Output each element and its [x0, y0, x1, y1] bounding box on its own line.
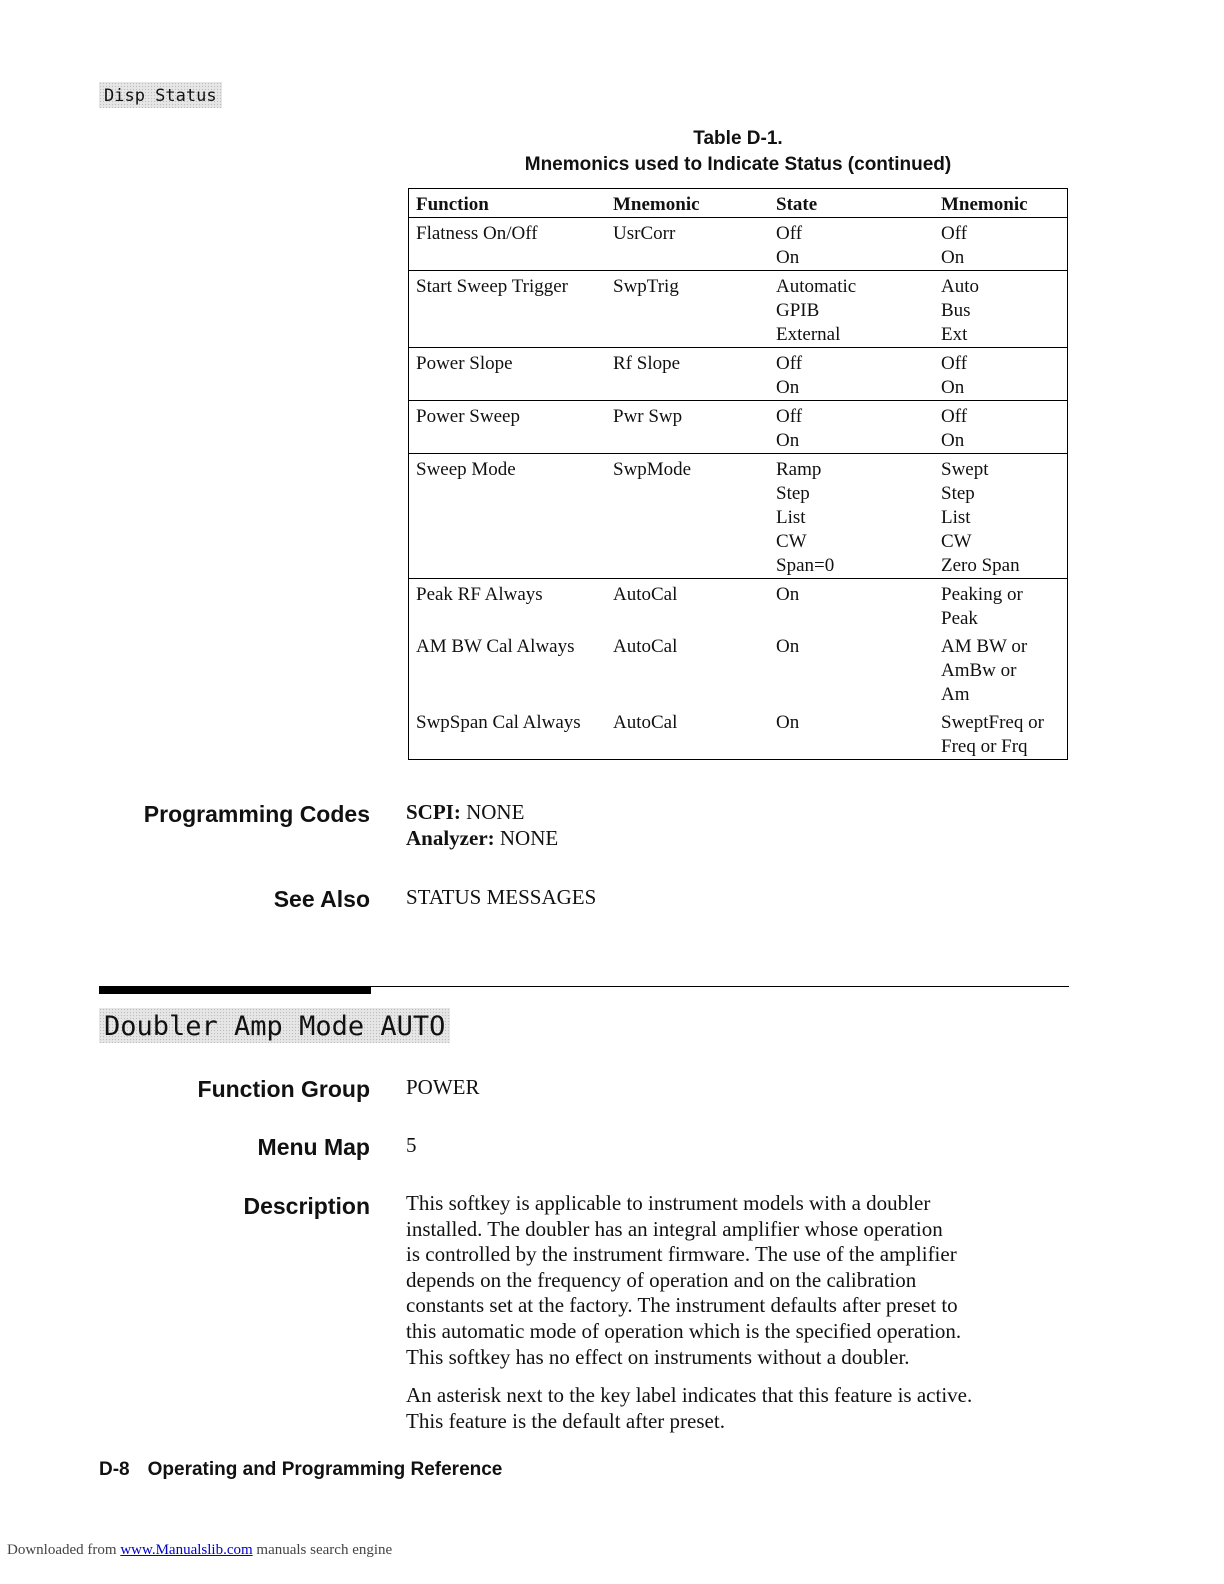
cell-line: Ramp: [776, 459, 822, 480]
description-line: this automatic mode of operation which is the specified operation.: [406, 1318, 962, 1343]
cell-line: External: [776, 324, 841, 345]
cell-mnemonic: [606, 707, 769, 760]
cell-function: [409, 271, 607, 348]
cell-line: Off: [776, 353, 803, 374]
description-paragraph-1: [406, 1191, 1066, 1370]
cell-state: [769, 631, 934, 707]
page-number: D-8: [99, 1459, 130, 1480]
mnemonics-table: [408, 188, 1068, 760]
table-row: [409, 348, 1068, 401]
description-line: This feature is the default after preset.: [406, 1408, 725, 1433]
cell-line: Off: [776, 223, 803, 244]
cell-line: On: [776, 247, 800, 268]
cell-state: [769, 401, 934, 454]
description-line: This softkey is applicable to instrument models with a doubler: [406, 1191, 931, 1215]
cell-line: Bus: [941, 300, 971, 321]
description-line: depends on the frequency of operation and on the calibration: [406, 1267, 917, 1292]
download-note: [7, 1542, 392, 1559]
table-row: [409, 271, 1068, 348]
cell-line: Peaking or: [941, 584, 1023, 605]
cell-function: [409, 631, 607, 707]
cell-line: AM BW Cal Always: [416, 636, 575, 657]
cell-state: [769, 454, 934, 579]
footer-title: Operating and Programming Reference: [147, 1459, 503, 1480]
page-footer: [99, 1459, 502, 1481]
cell-line: On: [776, 430, 800, 451]
cell-line: On: [776, 712, 800, 733]
see-also-heading: See Also: [273, 886, 370, 912]
cell-line: UsrCorr: [613, 223, 676, 244]
description-line: An asterisk next to the key label indicates that this feature is active.: [406, 1383, 973, 1407]
cell-state-mnemonic: [934, 707, 1068, 760]
table-row: [409, 218, 1068, 271]
cell-line: Peak: [941, 608, 978, 629]
cell-line: SwpSpan Cal Always: [416, 712, 581, 733]
cell-line: AutoCal: [613, 712, 678, 733]
cell-mnemonic: [606, 454, 769, 579]
cell-line: Zero Span: [941, 555, 1020, 576]
function-group-heading: Function Group: [197, 1076, 370, 1102]
cell-mnemonic: [606, 218, 769, 271]
cell-mnemonic: [606, 401, 769, 454]
cell-line: List: [776, 507, 806, 528]
cell-state: [769, 218, 934, 271]
cell-state: [769, 348, 934, 401]
cell-state: [769, 579, 934, 632]
cell-line: Freq or Frq: [941, 736, 1028, 757]
table-row: [409, 579, 1068, 632]
cell-line: Sweep Mode: [416, 459, 516, 480]
manualslib-link[interactable]: www.Manualslib.com: [120, 1542, 253, 1558]
cell-line: Ext: [941, 324, 968, 345]
description-paragraph-2: [406, 1383, 1066, 1434]
cell-line: Auto: [941, 276, 979, 297]
table-row: [409, 631, 1068, 707]
cell-mnemonic: [606, 348, 769, 401]
cell-line: List: [941, 507, 971, 528]
section-rule-accent: [99, 986, 371, 994]
cell-line: On: [941, 377, 965, 398]
cell-state: [769, 271, 934, 348]
table-header-row: [409, 189, 1068, 218]
table-body: [409, 218, 1068, 760]
header-state-mnemonic: Mnemonic: [934, 189, 1068, 218]
description-line: constants set at the factory. The instrument defaults after preset to: [406, 1293, 958, 1318]
cell-line: Peak RF Always: [416, 584, 543, 605]
cell-state: [769, 707, 934, 760]
description-heading: Description: [243, 1193, 370, 1219]
cell-line: SweptFreq or: [941, 712, 1044, 733]
cell-state-mnemonic: [934, 631, 1068, 707]
cell-line: Power Sweep: [416, 406, 520, 427]
cell-function: [409, 218, 607, 271]
cell-line: AM BW or: [941, 636, 1028, 657]
description-line: installed. The doubler has an integral amplifier whose operation: [406, 1216, 943, 1241]
cell-function: [409, 454, 607, 579]
cell-line: SwpMode: [613, 459, 692, 480]
cell-line: Rf Slope: [613, 353, 681, 374]
cell-state-mnemonic: [934, 218, 1068, 271]
cell-line: On: [776, 636, 800, 657]
cell-line: SwpTrig: [613, 276, 679, 297]
cell-state-mnemonic: [934, 579, 1068, 632]
cell-line: AutoCal: [613, 584, 678, 605]
doubler-amp-mode-softkey-label: Doubler Amp Mode AUTO: [99, 1008, 450, 1043]
table-caption-number: Table D-1.: [693, 128, 783, 149]
table-caption-title: Mnemonics used to Indicate Status (continued): [524, 154, 952, 175]
menu-map-value: 5: [406, 1133, 417, 1157]
cell-state-mnemonic: [934, 271, 1068, 348]
cell-line: Automatic: [776, 276, 857, 297]
scpi-value: NONE: [466, 800, 525, 824]
cell-state-mnemonic: [934, 454, 1068, 579]
cell-line: On: [776, 584, 800, 605]
cell-function: [409, 348, 607, 401]
cell-line: Off: [941, 223, 968, 244]
scpi-label: SCPI:: [406, 800, 461, 824]
description-line: This softkey has no effect on instruments without a doubler.: [406, 1344, 910, 1369]
cell-line: GPIB: [776, 300, 820, 321]
header-mnemonic: Mnemonic: [606, 189, 769, 218]
cell-line: Am: [941, 684, 970, 705]
cell-line: AutoCal: [613, 636, 678, 657]
analyzer-label: Analyzer:: [406, 826, 495, 850]
menu-map-heading: Menu Map: [257, 1134, 370, 1160]
table-row: [409, 707, 1068, 760]
cell-line: Pwr Swp: [613, 406, 683, 427]
disp-status-softkey-label: Disp Status: [99, 82, 222, 108]
header-function: Function: [409, 189, 607, 218]
cell-mnemonic: [606, 271, 769, 348]
download-suffix: manuals search engine: [256, 1542, 393, 1558]
header-state: State: [769, 189, 934, 218]
cell-function: [409, 707, 607, 760]
cell-line: Off: [941, 353, 968, 374]
cell-line: AmBw or: [941, 660, 1017, 681]
cell-line: CW: [941, 531, 972, 552]
cell-line: Swept: [941, 459, 989, 480]
cell-line: On: [941, 430, 965, 451]
cell-line: Start Sweep Trigger: [416, 276, 568, 297]
table-row: [409, 401, 1068, 454]
scpi-line: [406, 800, 524, 826]
cell-line: Off: [941, 406, 968, 427]
cell-state-mnemonic: [934, 401, 1068, 454]
cell-function: [409, 579, 607, 632]
cell-function: [409, 401, 607, 454]
cell-line: Flatness On/Off: [416, 223, 538, 244]
function-group-value: POWER: [406, 1075, 480, 1099]
cell-line: Step: [776, 483, 810, 504]
cell-line: Span=0: [776, 555, 835, 576]
cell-line: On: [776, 377, 800, 398]
analyzer-line: [406, 826, 558, 852]
download-prefix: Downloaded from: [7, 1542, 117, 1558]
programming-codes-heading: Programming Codes: [143, 801, 370, 827]
cell-line: On: [941, 247, 965, 268]
cell-mnemonic: [606, 579, 769, 632]
cell-mnemonic: [606, 631, 769, 707]
description-line: is controlled by the instrument firmware. The use of the amplifier: [406, 1242, 957, 1267]
table-row: [409, 454, 1068, 579]
see-also-value: STATUS MESSAGES: [406, 885, 597, 909]
cell-line: Power Slope: [416, 353, 513, 374]
cell-line: Off: [776, 406, 803, 427]
cell-line: CW: [776, 531, 807, 552]
cell-state-mnemonic: [934, 348, 1068, 401]
cell-line: Step: [941, 483, 975, 504]
analyzer-value: NONE: [499, 826, 559, 850]
